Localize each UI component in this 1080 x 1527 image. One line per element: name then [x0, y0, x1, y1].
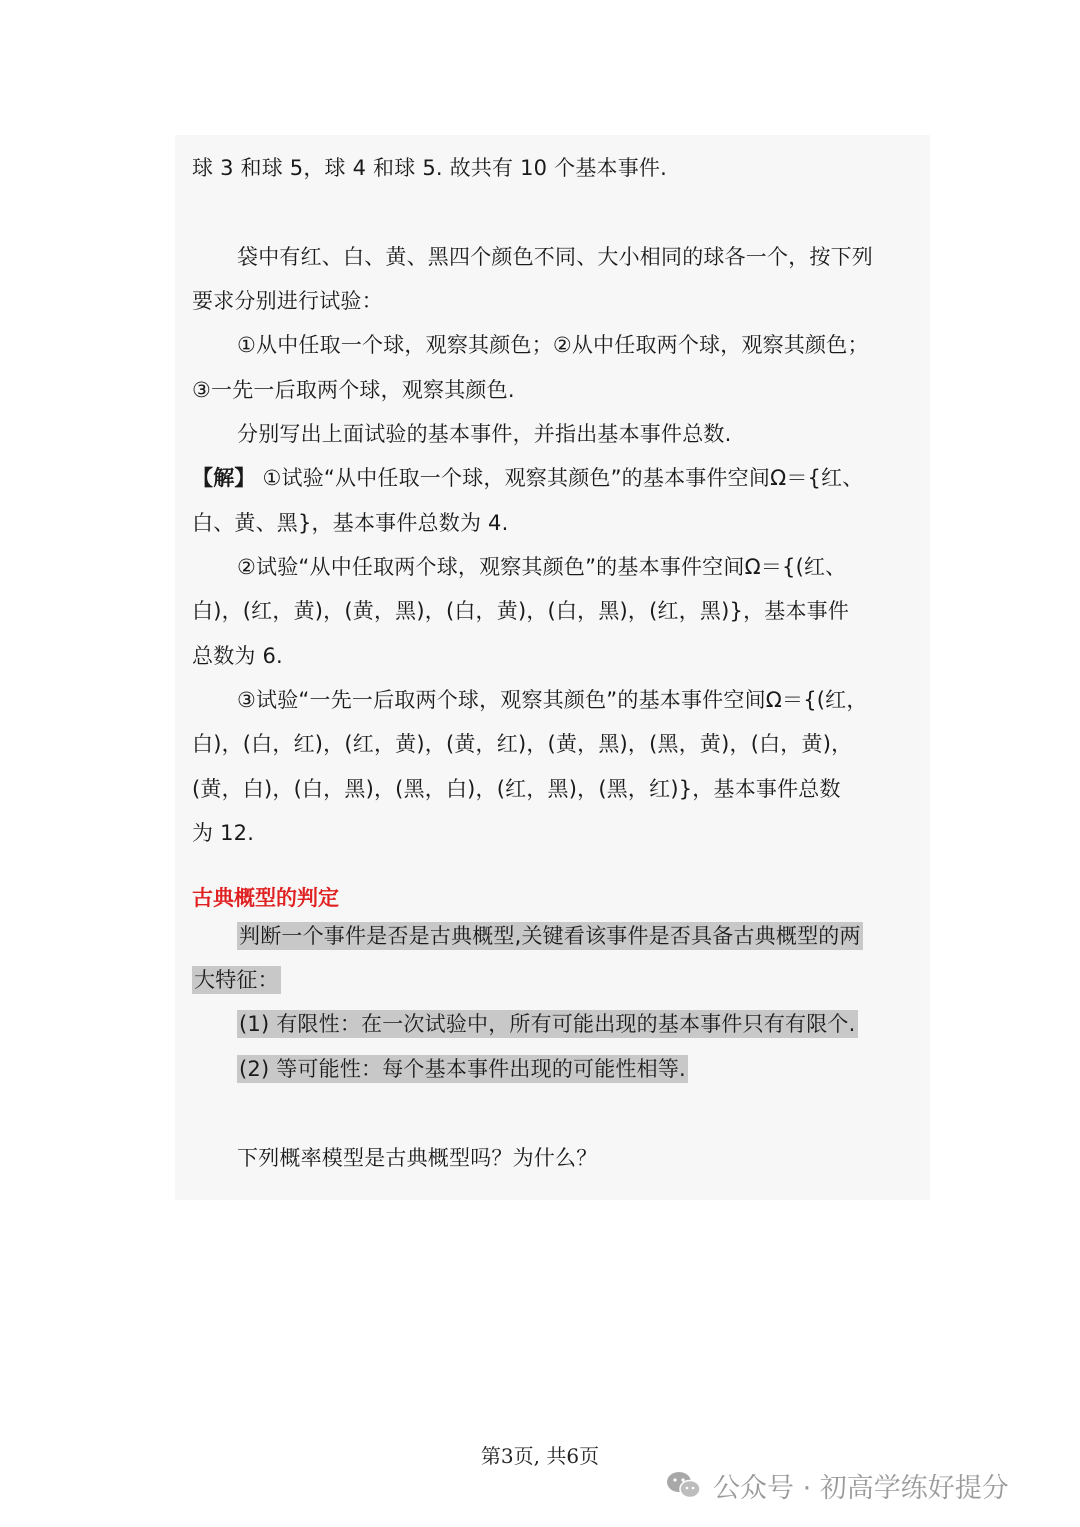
criteria-line-1 [237, 921, 863, 951]
text-line-1: 球 3 和球 5，球 4 和球 5. 故共有 10 个基本事件. [192, 156, 667, 180]
highlight-text: 判断一个事件是否是古典概型,关键看该事件是否具备古典概型的两 [239, 924, 861, 948]
solution-mark: 【解】 [192, 466, 256, 490]
text-line-3: 要求分别进行试验： [192, 289, 383, 313]
highlight-text: (2) 等可能性：每个基本事件出现的可能性相等. [239, 1057, 686, 1081]
text-line-8: 白、黄、黑}，基本事件总数为 4. [192, 511, 509, 535]
text-line-9: ②试验“从中任取两个球，观察其颜色”的基本事件空间Ω＝{(红、 [237, 555, 847, 579]
text-line-12: ③试验“一先一后取两个球，观察其颜色”的基本事件空间Ω＝{(红， [237, 688, 868, 712]
criteria-equal-likelihood [237, 1054, 688, 1084]
criteria-finiteness [237, 1009, 858, 1039]
text-line-5: ③一先一后取两个球，观察其颜色. [192, 378, 515, 402]
question-line: 下列概率模型是古典概型吗？为什么？ [237, 1146, 598, 1170]
wechat-icon [665, 1469, 703, 1501]
section-heading: 古典概型的判定 [192, 886, 339, 910]
text-line-13: 白)，(白，红)，(红，黄)，(黄，红)，(黄，黑)，(黑，黄)，(白，黄)， [192, 732, 853, 756]
solution-text: ①试验“从中任取一个球，观察其颜色”的基本事件空间Ω＝{红、 [255, 466, 864, 490]
text-line-11: 总数为 6. [192, 644, 283, 668]
text-line-6: 分别写出上面试验的基本事件，并指出基本事件总数. [237, 422, 732, 446]
solution-line-1 [192, 463, 863, 493]
criteria-line-2 [192, 965, 281, 995]
highlight-text: 大特征： [194, 968, 279, 992]
text-line-2: 袋中有红、白、黄、黑四个颜色不同、大小相同的球各一个，按下列 [237, 245, 873, 269]
text-line-4: ①从中任取一个球，观察其颜色；②从中任取两个球，观察其颜色； [237, 333, 869, 357]
page-number: 第3页, 共6页 [480, 1444, 600, 1468]
watermark [665, 1465, 1009, 1505]
watermark-text: 公众号 · 初高学练好提分 [713, 1472, 1009, 1504]
text-line-10: 白)，(红，黄)，(黄，黑)，(白，黄)，(白，黑)，(红，黑)}，基本事件 [192, 599, 850, 623]
text-line-15: 为 12. [192, 821, 255, 845]
text-line-14: (黄，白)，(白，黑)，(黑，白)，(红，黑)，(黑，红)}，基本事件总数 [192, 777, 841, 801]
highlight-text: (1) 有限性：在一次试验中，所有可能出现的基本事件只有有限个. [239, 1012, 856, 1036]
